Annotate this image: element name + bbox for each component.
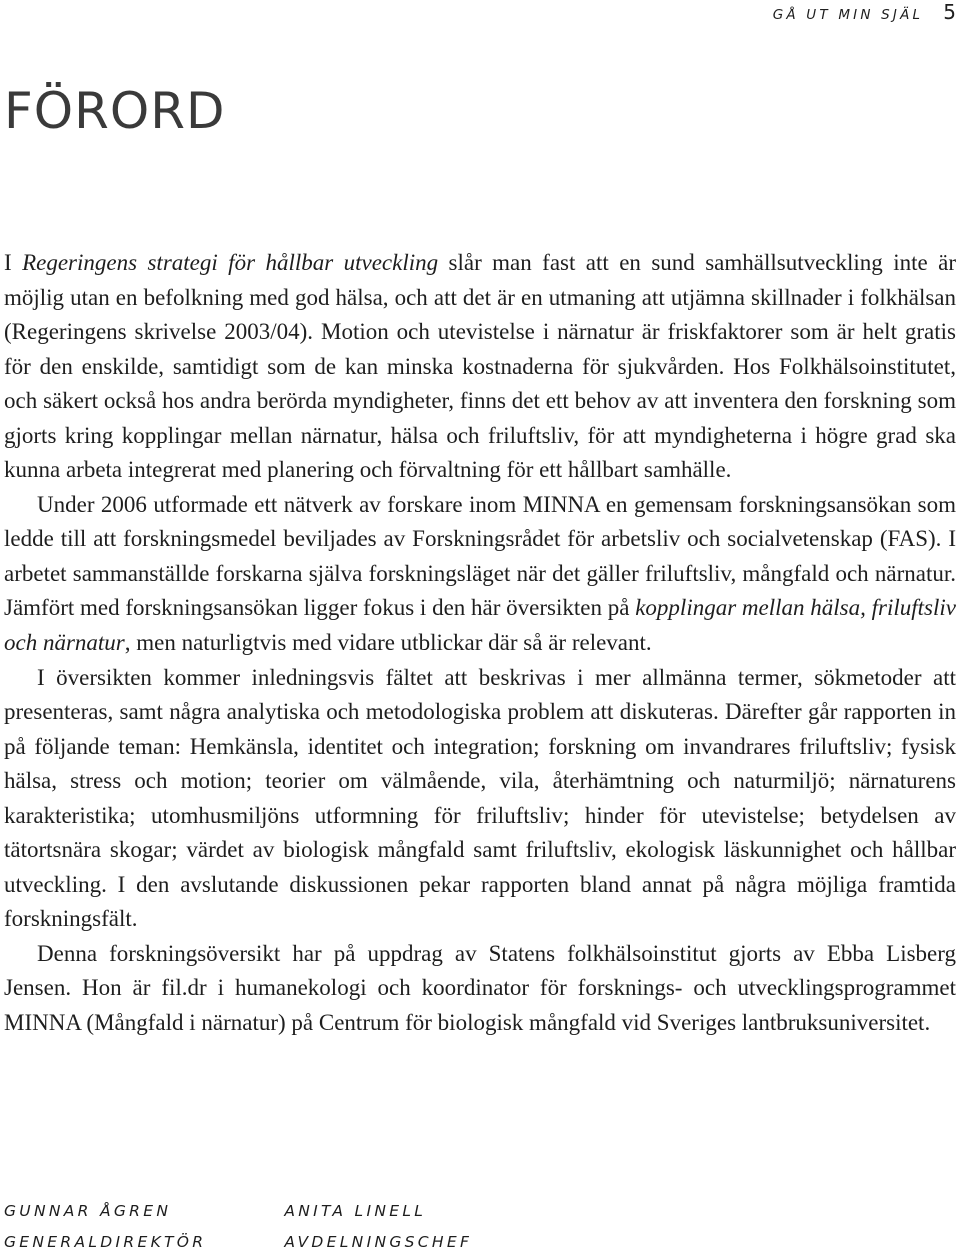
paragraph [4, 937, 956, 1041]
text-segment: Denna forskningsöversikt har på uppdrag av Statens folkhälsoinstitut gjorts av Ebba Lisberg Jensen. Hon är fil.dr i humanekologi och koordinator för forsknings- och utvecklingsprogrammet MINNA (Mångfald i närnatur) på Centrum för biologisk mångfald vid Sveriges lantbruksuniversitet. [4, 940, 956, 1036]
page-title: FÖRORD [4, 82, 226, 140]
signatory-name: ANITA LINELL [284, 1202, 427, 1220]
paragraph [4, 661, 956, 937]
signature-block [4, 1196, 206, 1258]
running-header [773, 0, 956, 26]
signature-block [284, 1196, 472, 1258]
running-title: GÅ UT MIN SJÄL [772, 7, 924, 23]
signatures [4, 1196, 472, 1258]
signatory-role: AVDELNINGSCHEF [284, 1233, 473, 1251]
text-segment: I översikten kommer inledningsvis fältet att beskrivas i mer allmänna termer, sökmetoder att presenteras, samt några analytiska och metodologiska problem att diskuteras. Därefter går rapporten in på följande teman: Hemkänsla, identitet och integration; forskning om invandrares friluftsliv; fysisk hälsa, stress och motion; teorier om välmående, vila, återhämtning och naturmiljö; närnaturens karakteristika; utomhusmiljöns utformning för friluftsliv; hinder för utevistelse; betydelsen av tätortsnära skogar; värdet av biologisk mångfald samt friluftsliv, ekologisk läskunnighet och hållbar utveckling. I den avslutande diskussionen pekar rapporten bland annat på några möjliga framtida forskningsfält. [4, 664, 956, 932]
text-segment: , men naturligtvis med vidare utblickar där så är relevant. [124, 630, 652, 656]
signatory-name: GUNNAR ÅGREN [4, 1202, 172, 1220]
paragraph [4, 246, 956, 488]
paragraph [4, 488, 956, 661]
body-text [4, 246, 956, 1041]
signatory-role: GENERALDIREKTÖR [4, 1233, 207, 1251]
text-segment: Under 2006 utformade ett nätverk av forskare inom MINNA en gemensam forskningsansökan som ledde till att forskningsmedel beviljades av Forskningsrådet för arbetsliv och socialvetenskap (FAS). I arbetet sammanställde forskarna själva forskningsläget när det gäller friluftsliv, mångfald och närnatur. Jämfört med forskningsansökan ligger fokus i den här översikten på [4, 491, 956, 621]
italic-emphasis-segment: kopplingar mellan hälsa, friluftsliv och närnatur [4, 595, 956, 656]
text-segment: slår man fast att en sund samhällsutveckling inte är möjlig utan en befolkning med god hälsa, och att det är en utmaning att utjämna skillnader i folkhälsan (Regeringens skrivelse 2003/04). Motion och utevistelse i närnatur är friskfaktorer som är helt gratis för den enskilde, samtidigt som de kan minska kostnaderna för sjukvården. Hos Folkhälsoinstitutet, och säkert också hos andra berörda myndigheter, finns det ett behov av att inventera den forskning som gjorts kring kopplingar mellan närnatur, hälsa och friluftsliv, för att myndigheterna i högre grad ska kunna arbeta integrerat med planering och förvaltning för ett hållbart samhälle. [4, 250, 956, 483]
page-number: 5 [943, 0, 956, 24]
italic-title-segment: Regeringens strategi för hållbar utveckling [22, 250, 439, 275]
text-segment: I [4, 250, 23, 275]
